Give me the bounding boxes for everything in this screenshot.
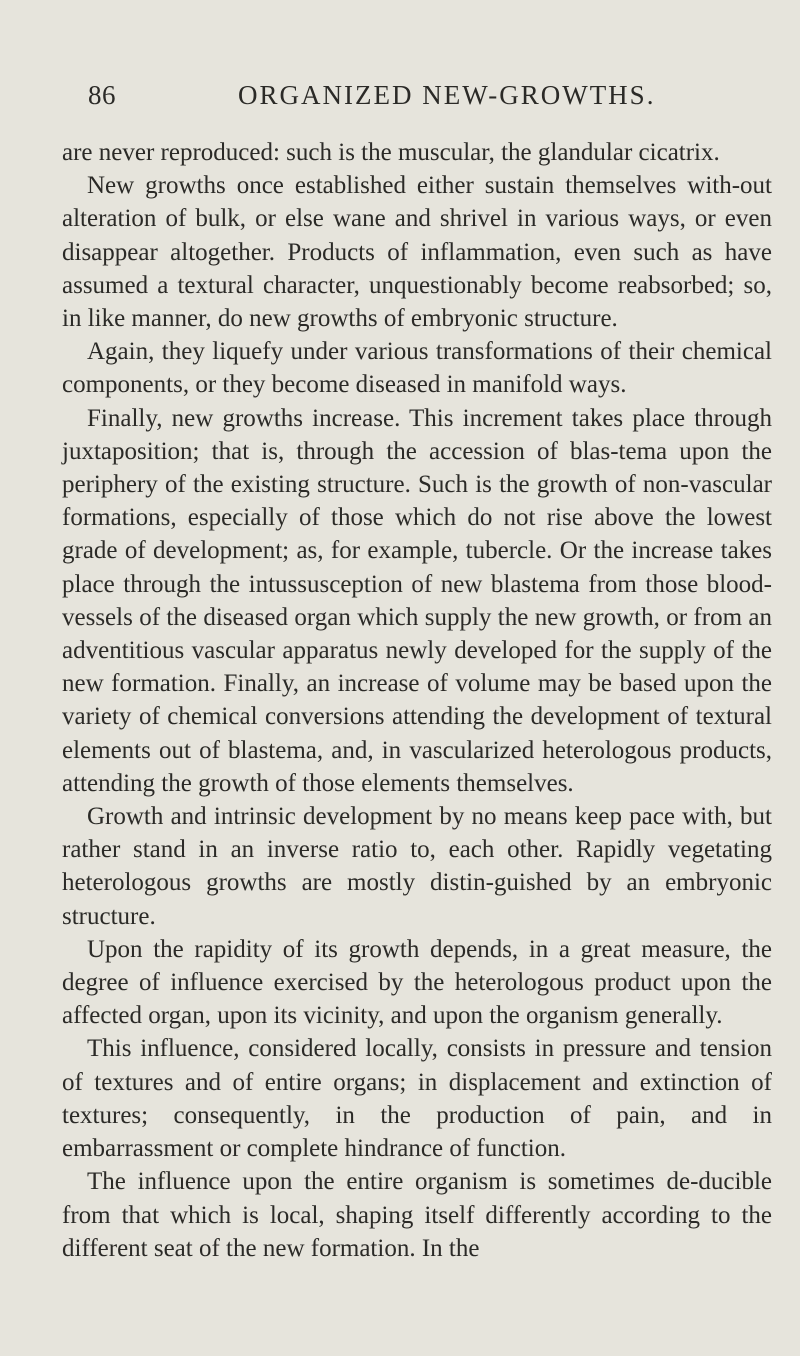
- paragraph: This influence, considered locally, consists in pressure and tension of textures and of entire organs; in displacement and extinction of textures; consequently, in the production of pain, and in embarrassment or complete hindrance of function.: [62, 1035, 772, 1163]
- paragraph: Finally, new growths increase. This increment takes place through juxtaposition; that is, through the accession of blas-tema upon the periphery of the existing structure. Such is the growth of non-vascular formations, especially of those which do not rise above the lowest grade of development; as, for example, tubercle. Or the increase takes place through the intussusception of new blastema from those blood-vessels of the diseased organ which supply the new growth, or from an adventitious vascular apparatus newly developed for the supply of the new formation. Finally, an increase of volume may be based upon the variety of chemical conversions attending the development of textural elements out of blastema, and, in vascularized heterologous products, attending the growth of those elements themselves.: [62, 404, 772, 797]
- paragraph: Again, they liquefy under various transformations of their chemical components, or they become diseased in manifold ways.: [62, 338, 772, 399]
- page-number: 86: [88, 80, 116, 110]
- body-text: [62, 136, 772, 1265]
- running-title: ORGANIZED NEW-GROWTHS.: [238, 80, 656, 110]
- paragraph: The influence upon the entire organism is sometimes de-ducible from that which is local, shaping itself differently according to the different seat of the new formation. In the: [62, 1168, 772, 1262]
- running-head: [88, 80, 772, 120]
- paragraph: Upon the rapidity of its growth depends, in a great measure, the degree of influence exercised by the heterologous product upon the affected organ, upon its vicinity, and upon the organism generally.: [62, 935, 772, 1030]
- paragraph: New growths once established either sustain themselves with-out alteration of bulk, or else wane and shrivel in various ways, or even disappear altogether. Products of inflammation, even such as have assumed a textural character, unquestionably become reabsorbed; so, in like manner, do new growths of embryonic structure.: [62, 172, 772, 333]
- paragraph: Growth and intrinsic development by no means keep pace with, but rather stand in an inverse ratio to, each other. Rapidly vegetating heterologous growths are mostly distin-guished by an embryonic structure.: [62, 803, 772, 930]
- paragraph: are never reproduced: such is the muscular, the glandular cicatrix.: [62, 139, 720, 166]
